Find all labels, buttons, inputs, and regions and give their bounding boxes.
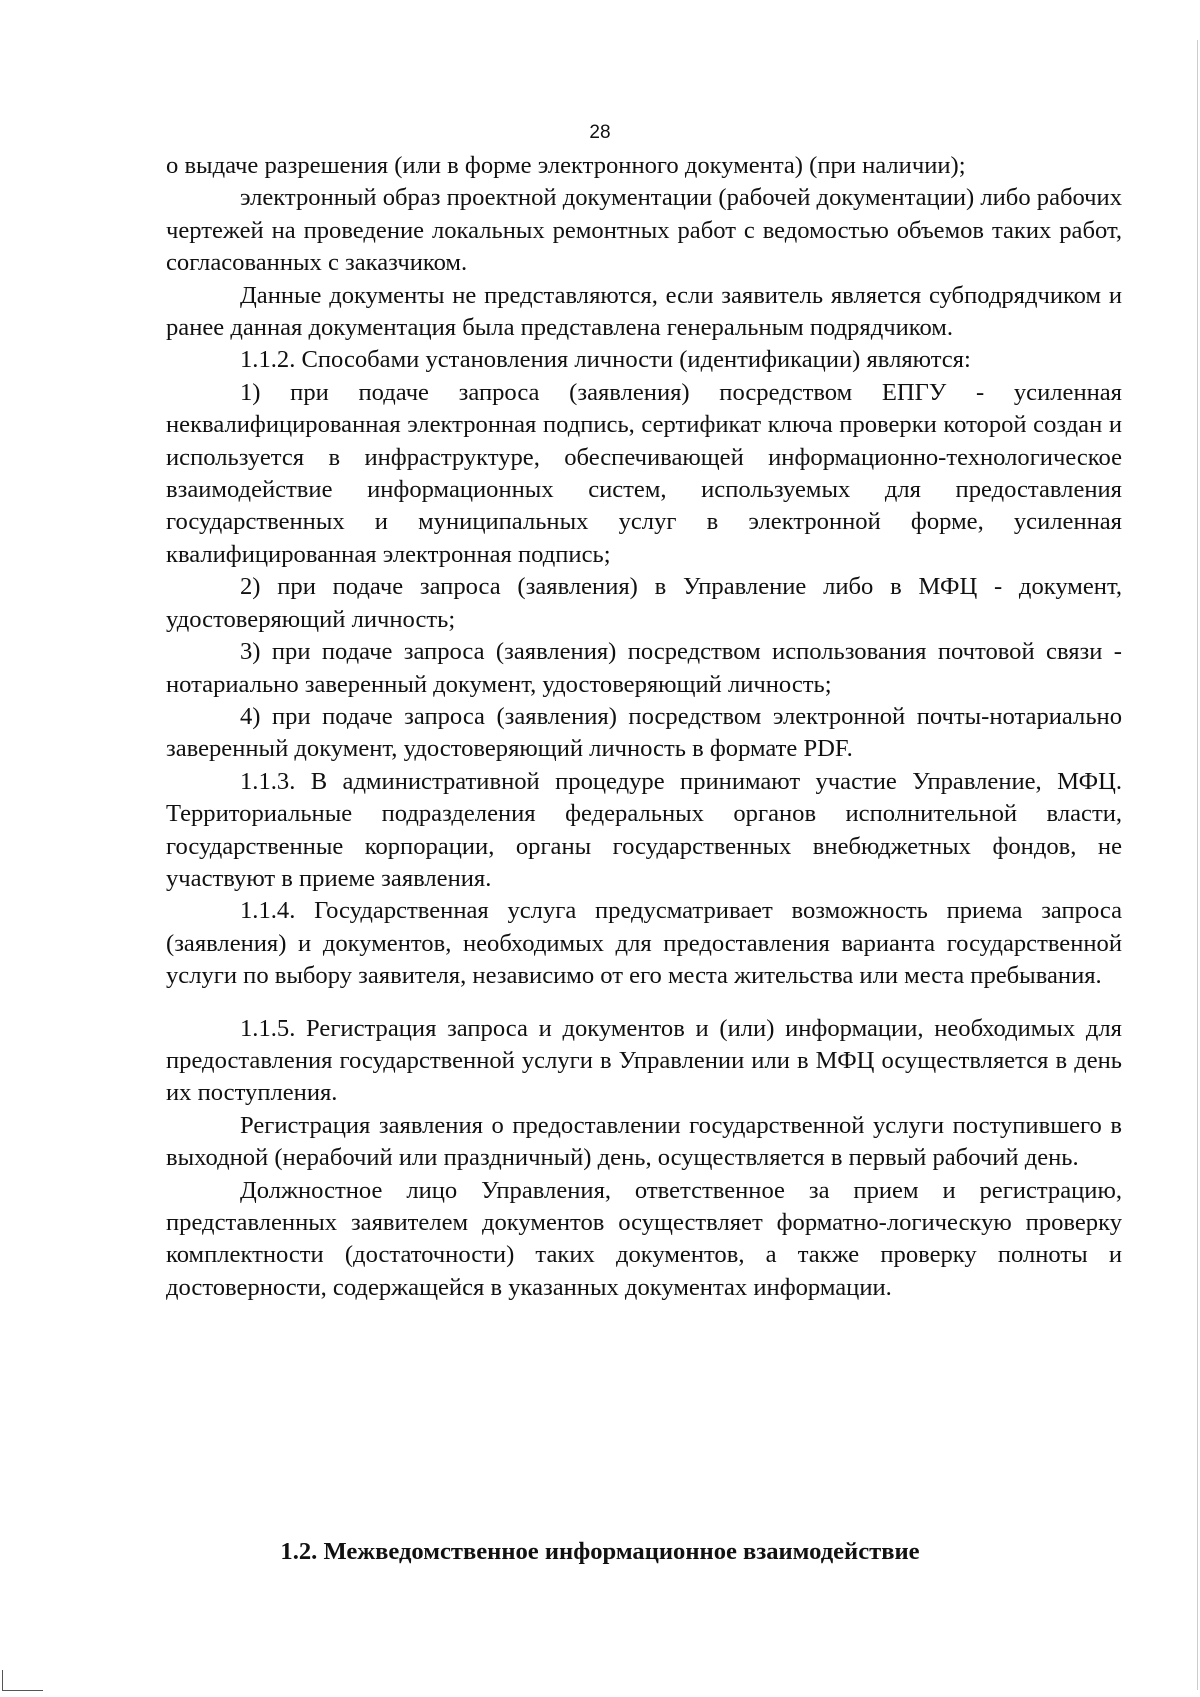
paragraph: 1.1.5. Регистрация запроса и документов и (или) информации, необходимых для предоставления государственной услуги в Управлении или в МФЦ осуществляется в день их поступления.	[166, 1014, 1122, 1107]
scan-edge-line	[1197, 40, 1198, 1690]
document-body	[166, 150, 1122, 1304]
paragraph: 1.1.2. Способами установления личности (идентификации) являются:	[240, 346, 971, 374]
paragraph: Данные документы не представляются, если заявитель является субподрядчиком и ранее данная документация была представлена генеральным подрядчиком.	[166, 281, 1122, 342]
paragraph: 4) при подаче запроса (заявления) посредством электронной почты-нотариально заверенный документ, удостоверяющий личность в формате PDF.	[166, 702, 1122, 763]
paragraph: 2) при подаче запроса (заявления) в Управление либо в МФЦ - документ, удостоверяющий личность;	[166, 573, 1122, 633]
paragraph: 1) при подаче запроса (заявления) посредством ЕПГУ - усиленная неквалифицированная электронная подпись, сертификат ключа проверки которой создан и используется в инфраструктуре, обеспечивающей информационно-технологическое взаимодействие информационных систем, используемых для предоставления государственных и муниципальных услуг в электронной форме, усиленная квалифицированная электронная подпись;	[166, 378, 1122, 568]
paragraph: 3) при подаче запроса (заявления) посредством использования почтовой связи - нотариально заверенный документ, удостоверяющий личность;	[166, 638, 1122, 698]
section-heading: 1.2. Межведомственное информационное взаимодействие	[280, 1538, 920, 1565]
page-number: 28	[589, 122, 611, 143]
paragraph: Должностное лицо Управления, ответственное за прием и регистрацию, представленных заявителем документов осуществляет форматно-логическую проверку комплектности (достаточности) таких документов, а также проверку полноты и достоверности, содержащейся в указанных документах информации.	[166, 1176, 1122, 1301]
paragraph: Регистрация заявления о предоставлении государственной услуги поступившего в выходной (нерабочий или праздничный) день, осуществляется в первый рабочий день.	[166, 1111, 1122, 1172]
scan-edge-mark	[2, 1670, 43, 1691]
paragraph: 1.1.4. Государственная услуга предусматривает возможность приема запроса (заявления) и документов, необходимых для предоставления варианта государственной услуги по выбору заявителя, независимо от его места жительства или места пребывания.	[166, 897, 1122, 990]
paragraph: о выдаче разрешения (или в форме электронного документа) (при наличии);	[166, 152, 966, 179]
paragraph: 1.1.3. В административной процедуре принимают участие Управление, МФЦ. Территориальные подразделения федеральных органов исполнительной власти, государственные корпорации, органы государственных внебюджетных фондов, не участвуют в приеме заявления.	[166, 767, 1122, 892]
paragraph: электронный образ проектной документации (рабочей документации) либо рабочих чертежей на проведение локальных ремонтных работ с ведомостью объемов таких работ, согласованных с заказчиком.	[166, 184, 1122, 277]
